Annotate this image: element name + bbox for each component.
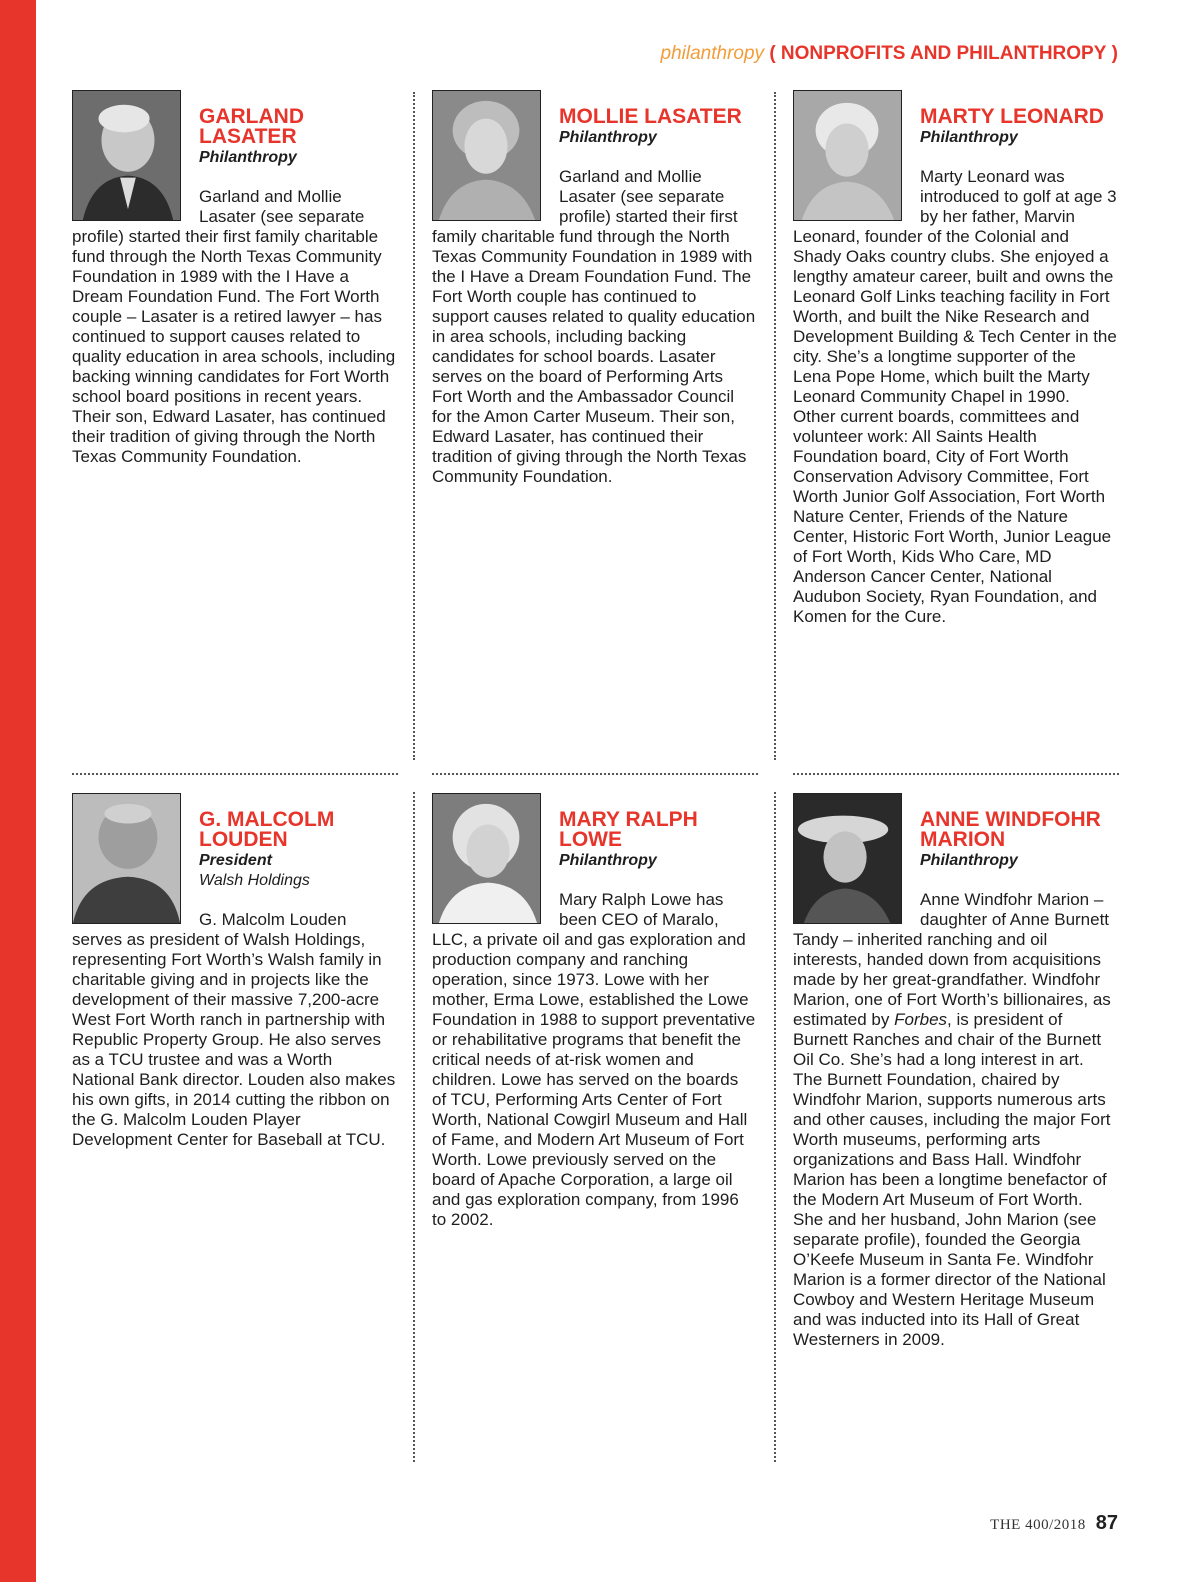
profile-name: GARLAND LASATER bbox=[199, 105, 304, 148]
profile-garland-lasater bbox=[72, 90, 396, 467]
portrait-photo bbox=[432, 793, 541, 924]
profile-name: MOLLIE LASATER bbox=[559, 105, 742, 128]
profile-mary-ralph-lowe bbox=[432, 793, 756, 1230]
section-title: NONPROFITS AND PHILANTHROPY bbox=[780, 43, 1107, 64]
open-paren: ( bbox=[769, 43, 776, 64]
profile-title: Philanthropy bbox=[920, 852, 1018, 869]
profile-anne-windfohr-marion bbox=[793, 793, 1117, 1350]
portrait-photo bbox=[793, 793, 902, 924]
section-header bbox=[661, 42, 1119, 66]
profile-name: ANNE WINDFOHR MARION bbox=[920, 808, 1101, 851]
profile-title: Philanthropy bbox=[920, 129, 1018, 146]
portrait-photo bbox=[432, 90, 541, 221]
red-side-bar bbox=[0, 0, 36, 1582]
row-divider bbox=[72, 773, 398, 775]
bio-publication: Forbes bbox=[894, 1010, 948, 1029]
column-divider bbox=[413, 792, 415, 1462]
profile-bio: Mary Ralph Lowe has been CEO of Maralo, LLC, a private oil and gas exploration and production company and ranching operation, since 1973. Lowe with her mother, Erma Lowe, established the Lowe Foundation in 1988 to support preventative or rehabilitative programs that benefit the critical needs of at-risk women and children. Lowe has served on the boards of TCU, Performing Arts Center of Fort Worth, National Cowgirl Museum and Hall of Fame, and Modern Art Museum of Fort Worth. Lowe previously served on the board of Apache Corporation, a large oil and gas exploration company, from 1996 to 2002. bbox=[432, 890, 756, 1229]
profile-name: MARTY LEONARD bbox=[920, 105, 1104, 128]
profile-bio: Garland and Mollie Lasater (see separate profile) started their first family charitable fund through the North Texas Community Foundation in 1989 with the I Have a Dream Foundation Fund. The Fort Worth couple – Lasater is a retired lawyer – has continued to support causes related to quality education in area schools, including backing winning candidates for Fort Worth school board positions in recent years. Their son, Edward Lasater, has continued their tradition of giving through the North Texas Community Foundation. bbox=[72, 187, 396, 466]
profile-bio bbox=[793, 890, 1117, 1350]
profile-bio: G. Malcolm Louden serves as president of Walsh Holdings, representing Fort Worth’s Walsh family in charitable giving and in projects like the development of their massive 7,200-acre West Fort Worth ranch in partnership with Republic Property Group. He also serves as a TCU trustee and was a Worth National Bank director. Louden also makes his own gifts, in 2014 cutting the ribbon on the G. Malcolm Louden Player Development Center for Baseball at TCU. bbox=[72, 910, 396, 1149]
profile-title: Philanthropy bbox=[559, 852, 657, 869]
magazine-issue: THE 400/2018 bbox=[990, 1517, 1086, 1533]
profile-g-malcolm-louden bbox=[72, 793, 396, 1150]
column-divider bbox=[774, 92, 776, 760]
profile-title: Philanthropy bbox=[559, 129, 657, 146]
column-divider bbox=[774, 792, 776, 1462]
close-paren: ) bbox=[1111, 43, 1118, 64]
column-divider bbox=[413, 92, 415, 760]
profile-name: G. MALCOLM LOUDEN bbox=[199, 808, 335, 851]
portrait-photo bbox=[72, 90, 181, 221]
bio-text: , is president of Burnett Ranches and chair of the Burnett Oil Co. She’s had a long interest in art. The Burnett Foundation, chaired by Windfohr Marion, supports numerous arts and other causes, including the major Fort Worth museums, performing arts organizations and Bass Hall. Windfohr Marion has been a longtime benefactor of the Modern Art Museum of Fort Worth. She and her husband, John Marion (see separate profile), founded the Georgia O’Keefe Museum in Santa Fe. Windfohr Marion is a former director of the National Cowboy and Western Heritage Museum and was inducted into its Hall of Great Westerners in 2009. bbox=[793, 1010, 1111, 1349]
page-footer bbox=[990, 1512, 1118, 1535]
profile-bio: Garland and Mollie Lasater (see separate profile) started their first family charitable fund through the North Texas Community Foundation in 1989 with the I Have a Dream Foundation Fund. The Fort Worth couple has continued to support causes related to quality education in area schools, including backing candidates for school boards. Lasater serves on the board of Performing Arts Fort Worth and the Ambassador Council for the Amon Carter Museum. Their son, Edward Lasater, has continued their tradition of giving through the North Texas Community Foundation. bbox=[432, 167, 756, 486]
profile-title: Philanthropy bbox=[199, 149, 297, 166]
section-tag: philanthropy bbox=[660, 43, 765, 64]
profile-mollie-lasater bbox=[432, 90, 756, 487]
profile-company: Walsh Holdings bbox=[199, 872, 310, 889]
page-number: 87 bbox=[1095, 1512, 1118, 1534]
portrait-photo bbox=[793, 90, 902, 221]
profile-bio: Marty Leonard was introduced to golf at age 3 by her father, Marvin Leonard, founder of the Colonial and Shady Oaks country clubs. She enjoyed a lengthy amateur career, built and owns the Leonard Golf Links teaching facility in Fort Worth, and built the Nike Research and Development Building & Tech Center in the city. She’s a longtime supporter of the Lena Pope Home, which built the Marty Leonard Community Chapel in 1990. Other current boards, committees and volunteer work: All Saints Health Foundation board, City of Fort Worth Conservation Advisory Committee, Fort Worth Junior Golf Association, Fort Worth Nature Center, Friends of the Nature Center, Historic Fort Worth, Junior League of Fort Worth, Kids Who Care, MD Anderson Cancer Center, National Audubon Society, Ryan Foundation, and Komen for the Cure. bbox=[793, 167, 1117, 626]
portrait-photo bbox=[72, 793, 181, 924]
profile-marty-leonard bbox=[793, 90, 1117, 627]
profile-title: President bbox=[199, 852, 272, 869]
row-divider bbox=[432, 773, 758, 775]
row-divider bbox=[793, 773, 1119, 775]
bio-text: Anne Windfohr Marion – daughter of Anne Burnett Tandy – inherited ranching and oil interests, handed down from acquisitions made by her great-grandfather. Windfohr Marion, one of Fort Worth’s billionaires, as estimated by bbox=[793, 890, 1111, 1029]
profile-name: MARY RALPH LOWE bbox=[559, 808, 698, 851]
